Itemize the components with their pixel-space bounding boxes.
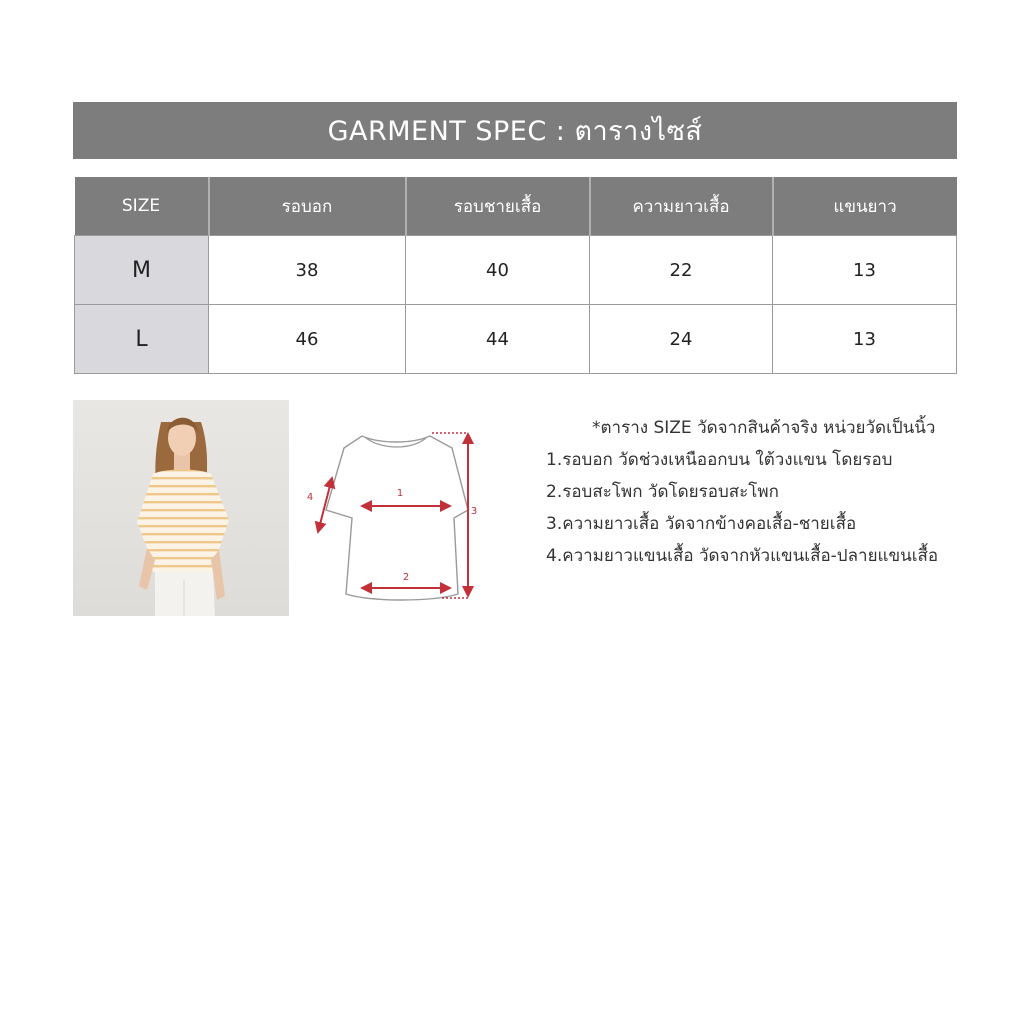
note-item: 2.รอบสะโพก วัดโดยรอบสะโพก [546, 482, 779, 502]
label-4: 4 [306, 492, 314, 503]
note-item: 4.ความยาวแขนเสื้อ วัดจากหัวแขนเสื้อ-ปลายแขนเสื้อ [546, 546, 939, 566]
page-title: GARMENT SPEC : ตารางไซส์ [73, 102, 957, 159]
table-cell: 13 [773, 305, 957, 374]
size-label: L [75, 305, 209, 374]
product-photo [73, 400, 289, 616]
table-cell: 46 [209, 305, 406, 374]
model-illustration [73, 400, 289, 616]
column-header-length: ความยาวเสื้อ [590, 177, 773, 236]
label-1: 1 [396, 488, 404, 499]
notes-heading: *ตาราง SIZE วัดจากสินค้าจริง หน่วยวัดเป็นนิ้ว [592, 418, 936, 438]
table-cell: 44 [406, 305, 590, 374]
measurement-notes [546, 412, 1016, 572]
size-label: M [75, 236, 209, 305]
size-chart-table [74, 177, 957, 374]
sleeve-arrow [318, 478, 332, 532]
column-header-chest: รอบอก [209, 177, 406, 236]
column-header-hem: รอบชายเสื้อ [406, 177, 590, 236]
note-item: 1.รอบอก วัดช่วงเหนืออกบน ใต้วงแขน โดยรอบ [546, 450, 893, 470]
shirt-outline [326, 436, 468, 600]
table-cell: 24 [590, 305, 773, 374]
table-row [75, 305, 957, 374]
table-cell: 22 [590, 236, 773, 305]
label-3: 3 [470, 506, 478, 517]
table-header-row [75, 177, 957, 236]
table-cell: 13 [773, 236, 957, 305]
column-header-sleeve: แขนยาว [773, 177, 957, 236]
table-cell: 40 [406, 236, 590, 305]
label-2: 2 [402, 572, 410, 583]
table-cell: 38 [209, 236, 406, 305]
table-row [75, 236, 957, 305]
column-header-size: SIZE [75, 177, 209, 236]
note-item: 3.ความยาวเสื้อ วัดจากข้างคอเสื้อ-ชายเสื้อ [546, 514, 857, 534]
measurement-diagram [300, 418, 490, 608]
